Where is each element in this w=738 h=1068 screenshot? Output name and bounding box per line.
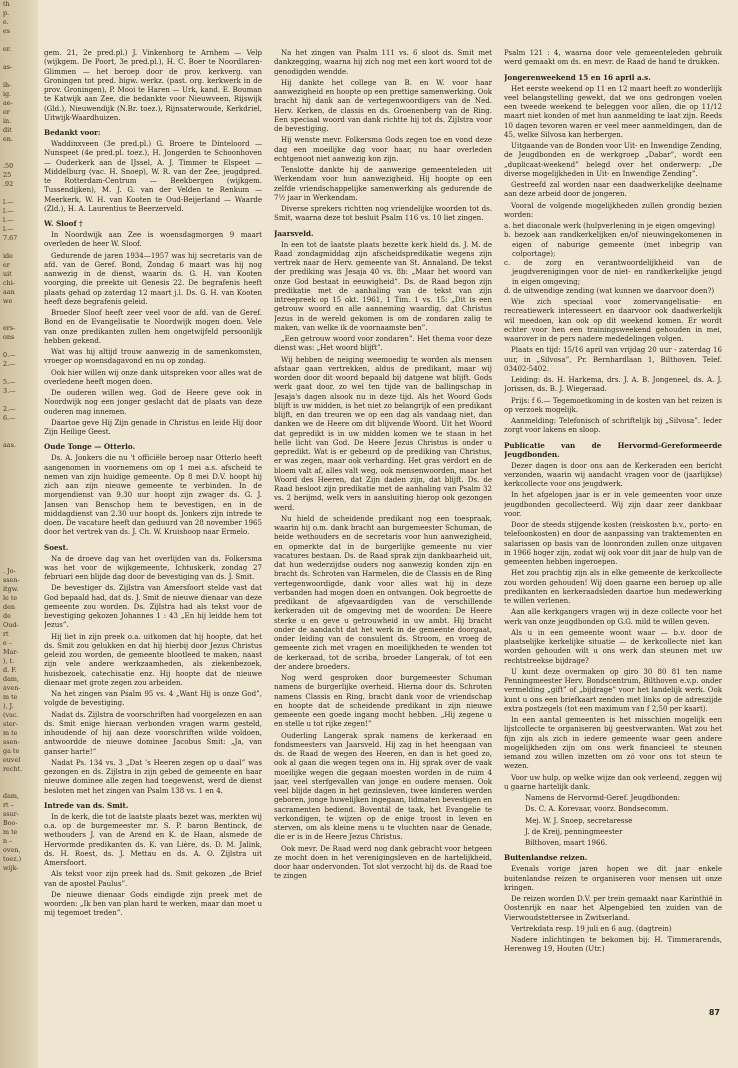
gutter-fragment	[0, 144, 38, 153]
gutter-fragment	[0, 36, 38, 45]
section-heading: Publicatie van de Hervormd-Gereformeerde Jeugdbonden.	[504, 440, 722, 459]
gutter-fragment: . Jo-	[3, 567, 16, 575]
section-body	[504, 84, 722, 220]
gutter-fragment: ons	[3, 333, 15, 341]
gutter-fragment	[0, 315, 38, 324]
gutter-fragment: ssur-	[3, 810, 19, 818]
paragraph: Vooral de volgende mogelijkheden zullen grondig bezien worden:	[504, 200, 722, 219]
gutter-fragment: 6.—	[3, 414, 16, 422]
paragraph: gem. 21, 2e pred.pl.) J. Vinkenborg te Arnhem — Velp (wijkgem. De Poort, 3e pred.pl.), H. C. Boer te Noordlaren-Glimmen — het beroep door de prov. kerkverg. van Groningen tot pred. bigw. werkz. (past. org. kerkwerk in de prov. Groningen), P. Mooi te Haren — Urk, kand. E. Bouman te Katwijk aan Zee, die bedankte voor Nieuwveen, Rijswijk (Gld.), Nieuwendijk (N.Br. toez.), Rijnsaterwoude, Kerkdriel, Uitwijk-Waardhuizen.	[44, 48, 262, 122]
paragraph: Nadat ds. Zijlstra de voorschriften had voorgelezen en aan ds. Smit enige hieraan verbonden vragen warm gesteld, inhoudende of hij aan deze voorschriften wilde voldoen, antwoordde de nieuwe dominee Jacobus Smit: „Ja, van ganser harte!”	[44, 709, 262, 756]
gutter-fragment: wijk-	[3, 864, 19, 872]
gutter-fragment: Oud-	[3, 621, 19, 629]
gutter-fragment	[0, 396, 38, 405]
gutter-fragment	[0, 477, 38, 486]
gutter-fragment	[0, 486, 38, 495]
paragraph: De nieuwe dienaar Gods eindigde zijn preek met de woorden: „Ik ben van plan hard te werken, maar dan moet u mij tegemoet treden”.	[44, 889, 262, 918]
paragraph: Wie zich speciaal voor zomervangelisatie- en recreatiewerk interesseert en daarvoor ook daadwerkelijk wil meedoen, kan ook op dit weekend komen. Er wordt echter voor hen een trainingsweekend gehouden in mei, waarover in de pers nadere mededelingen volgen.	[504, 297, 722, 343]
gutter-fragment: er	[3, 261, 10, 269]
paragraph: U kunt deze overmaken op giro 30 80 81 ten name Penningmeester Herv. Bondscentrum, Bilthoven e.v.p. onder vermelding „gift” of „bijdrage” voor het landelijk werk. Ook kunt u ons een briefkaart zenden met links op de adreszijde extra postzegels (tot een maximum van f 2,50 per kaart).	[504, 666, 722, 713]
paragraph: Ds. A. Jonkers die nu 't officiële beroep naar Otterlo heeft aangenomen in voornemens om op 1 mei a.s. afscheid te nemen van zijn huidige gemeente. Op 8 mei D.V. hoopt hij zich aan zijn nieuwe gemeente te verbinden. In de morgendienst van 9.30 uur hoopt zijn zwager ds. G. J. Jansen van Benschop hem te bevestigen, en in de middagdienst van 2.30 uur hoopt ds. Jonkers zijn intrede te doen. De vacature heeft dan geduurd van 28 november 1965 door het vertrek van ds. J. Ch. W. Kruishoop naar Ermelo.	[44, 453, 262, 537]
gutter-fragment	[0, 450, 38, 459]
section-heading: Oude Tonge — Otterlo.	[44, 442, 136, 452]
gutter-fragment: ae-	[3, 99, 13, 107]
paragraph: Plaats en tijd: 15/16 april van vrijdag 20 uur - zaterdag 16 uur, in „Silvosa”, Pr. Bernhardlaan 1, Bilthoven. Telef. 03402-5402.	[504, 345, 722, 373]
gutter-fragment: er.	[3, 45, 12, 53]
gutter-fragment: ssen-	[3, 576, 20, 584]
gutter-fragment: Mar-	[3, 648, 19, 656]
gutter-fragment: ide	[3, 252, 13, 260]
section-body	[44, 230, 262, 436]
gutter-fragment: aan	[3, 288, 15, 296]
list-item: c. de zorg en verantwoordelijkheid van de jeugdverenigingen voor de niet- en randkerkelijke jeugd in eigen omgeving;	[504, 258, 722, 286]
gutter-fragment: l.—	[3, 198, 14, 206]
gutter-fragment: ssen-	[3, 738, 20, 746]
gutter-fragment	[0, 504, 38, 513]
gutter-fragment: 0.—	[3, 351, 16, 359]
gutter-fragment: itgw.	[3, 585, 19, 593]
paragraph: Ds. C. A. Korevaar, voorz. Bondsecomm.	[525, 804, 669, 814]
paragraph: Hij liet in zijn preek o.a. uitkomen dat hij hoopte, dat het ds. Smit zou gelukken en dat hij hierbij door Jezus Christus geleid zou worden, de gemeente blootleed te maken, naast zijn vele andere werkzaamheden, als ziekenbezoek, huisbezoek, catechisatie enz. Hij hoopte dat de nieuwe dienaar met grote zegen zou arbeiden.	[44, 631, 262, 687]
gutter-fragment: oven,	[3, 846, 21, 854]
gutter-fragment: ga te	[3, 747, 20, 755]
paragraph: Diverse sprekers richtten nog vriendelijke woorden tot ds. Smit, waarna deze tot besluit Psalm 116 vs. 10 liet zingen.	[274, 204, 492, 223]
section-heading: Buitenlandse reizen.	[504, 853, 588, 863]
gutter-fragment	[0, 189, 38, 198]
magazine-page	[44, 48, 724, 1048]
gutter-fragment	[0, 306, 38, 315]
section-body	[504, 461, 722, 792]
gutter-fragment	[0, 549, 38, 558]
gutter-fragment: n –	[3, 837, 13, 845]
paragraph: Nadere inlichtingen te bekomen bij: H. Timmerarends, Herenweg 19, Houten (Utr.)	[504, 935, 722, 954]
gutter-fragment: euvel	[3, 756, 21, 764]
gutter-fragment: in.	[3, 117, 12, 125]
gutter-fragment: th	[3, 0, 10, 8]
gutter-fragment: uit	[3, 270, 12, 278]
section-heading: Jaarsveld.	[274, 228, 314, 238]
section-heading: Intrede van ds. Smit.	[44, 800, 129, 810]
page-number: 87	[708, 1008, 720, 1017]
gutter-fragment	[0, 495, 38, 504]
gutter-fragment: .92	[3, 180, 14, 188]
gutter-fragment: 2.—	[3, 405, 16, 413]
gutter-fragment: dam,	[3, 675, 19, 683]
column-2	[274, 48, 492, 1048]
gutter-fragment: de	[3, 612, 11, 620]
paragraph: Als u in een gemeente woont waar — b.v. door de plaatselijke kerkelijke situatie — de kerkcollecte niet kan worden gehouden wilt u ons werk dan steunen met uw rechtstreekse bijdrage?	[504, 627, 722, 665]
paragraph: Wat was hij altijd trouw aanwezig in de samenkomsten, vroeger op woensdagavond en nu op zondag.	[44, 347, 262, 366]
paragraph: Namens de Hervormd-Geref. Jeugdbonden:	[525, 793, 681, 802]
paragraph: In de kerk, die tot de laatste plaats bezet was, merkten wij o.a. op de burgemeester mr. S. P. baron Bentinck, de wethouders J. van de Arend en K. de Haan, alsmede de Hervormde predikanten ds. K. van Lière, ds. D. M. Jalink, ds. H. Roest, ds. J. Mettau en ds. A. O. Zijlstra uit Amersfoort.	[44, 811, 262, 867]
section-body	[274, 240, 492, 881]
paragraph: Bilthoven, maart 1966.	[525, 838, 608, 847]
section-heading: Soest.	[44, 542, 69, 552]
gutter-fragment: (vac.	[3, 711, 19, 719]
gutter-fragment: den	[3, 603, 15, 611]
gutter-fragment: 3.—	[3, 387, 16, 395]
gutter-fragment: rt –	[3, 801, 14, 809]
gutter-fragment: as-	[3, 63, 13, 71]
paragraph: Prijs: f 6.— Tegemoetkoming in de kosten van het reizen is op verzoek mogelijk.	[504, 395, 722, 414]
gutter-fragment: toez.)	[3, 855, 22, 863]
gutter-fragment: rt	[3, 630, 9, 638]
gutter-fragment: dam,	[3, 792, 19, 800]
gutter-fragment: aas.	[3, 441, 16, 449]
gutter-fragment	[0, 243, 38, 252]
list-item: a. het diaconale werk (hulpverlening in je eigen omgeving)	[504, 221, 715, 230]
paragraph: Psalm 121 : 4, waarna door vele gemeenteleden gebruik werd gemaakt om ds. en mevr. de Raad de hand te drukken.	[504, 48, 722, 67]
paragraph: Hij dankte het college van B. en W. voor haar aanwezigheid en hoopte op een prettige samenwerking. Ook bracht hij dank aan de vertegenwoordigers van de Ned. Herv. Kerken, de classis en ds. Groenenberg van de Ring. Een speciaal woord van dank richtte hij tot ds. Zijlstra voor de bevestiging.	[274, 77, 492, 133]
section-body	[274, 48, 492, 223]
gutter-fragment: ster-	[3, 720, 18, 728]
paragraph: Waddinxveen (3e pred.pl.) G. Broere te Dinteloord — Nunspeet (4e pred.pl. toez.), H. Jongerden te Schoonhoven — Ouderkerk aan de IJssel, A. J. Timmer te Elspeet — Middelburg (vac. H. Snoep), W. R. van der Zee, jeugdpred. te Rotterdam-Centrum — Beekbergen (wijkgem. Tussendijken), M. J. G. van der Velden te Renkum — Meerkerk, W. H. van Kooten te Oud-Beijerland — Waarde (Zld.), H. A. Laurentius te Beerzerveld.	[44, 139, 262, 213]
paragraph: Nu hield de scheidende predikant nog een toespraak, waarin hij o.m. dank bracht aan burgemeester Schuman, de beide wethouders en de secretaris voor hun aanwezigheid, en opmerkte dat in de burgerlijke gemeente nu vier vacatures bestaan. Ds. de Raad sprak zijn dankbaarheid uit, dat hun wederzijdse ouders nog aanwezig konden zijn en bracht ds. Schroten van Harmelen, die de Classis en de Ring vertegenwoordigde, dank voor alles wat hij in deze verbanden had mogen doen en ontvangen. Ook begroette de predikant de afgevaardigden van de verschillende kerkeraden uit de omgeving met de woorden: De Heere sterke u en geve u getrouwheid in uw ambt. Hij bracht onder de aandacht dat het werk in de gemeente doorgaat, onder leiding van de consulent ds. Stroom, en vroeg de gemeente zich met vragen en moeilijkheden te wenden tot de kerkeraad, tot de scriba, broeder Langerak, of tot een der andere broeders.	[274, 513, 492, 671]
gutter-fragment	[0, 540, 38, 549]
gutter-fragment: m te	[3, 828, 18, 836]
gutter-fragment: e.	[3, 18, 9, 26]
gutter-fragment: p.	[3, 9, 10, 17]
gutter-fragment: e –	[3, 639, 13, 647]
paragraph: Broeder Sloof heeft zeer veel voor de afd. van de Geref. Bond en de Evangelisatie te Noordwijk mogen doen. Vele van onze predikanten zullen hem ongetwijfeld persoonlijk hebben gekend.	[44, 308, 262, 345]
paragraph: Als tekst voor zijn preek had ds. Smit gekozen „de Brief van de apostel Paulus”.	[44, 869, 262, 888]
paragraph: Wij hebben de neiging weemoedig te worden als mensen afstaar gaan vertrekken, aldus de predikant, maar wij worden door dit woord bepaald bij datgene wat blijft. Gods werk gaat door, zo wel ten tijde van de ballingschap in Jesaja's dagen alsook nu in deze tijd. Als het Woord Gods blijft is uw midden, is het niet zo belangrijk of een predikant blijft, en dan treuren we op een dag als vandaag niet, dan danken we de Heere om dit blijvende Woord. Uit het Woord dat gepredikt is in uw midden komen we te staan in het helle licht van God. De Heere Jezus Christus is onder u gepredikt. Wat is er gebeurd op de prediking van Christus, er was zegen, maar ook verharding. Het gras verdort en de bloem valt af, alles valt weg, ook mensenwoorden, maar het Woord des Heeren, dat Zijn daden zijn, dat blijft. Ds. de Raad besloot zijn predikatie met de aanhaling van Psalm 32 vs. 2 berijmd, welk vers in aansluiting hierop ook gezongen werd.	[274, 354, 492, 512]
paragraph: In een tot de laatste plaats bezette kerk hield ds. J. M. de Raad zondagmiddag zijn afscheidspredikatie wegens zijn vertrek naar de Herv. gemeente van St. Annaland. De tekst der prediking was Jesaja 40 vs. 8b: „Maar het woord van onze God bestaat in eeuwigheid”. Ds. de Raad begon zijn predikatie met de aanhaling van de tekst van zijn intreepreek op 15 okt. 1961, 1 Tim. 1 vs. 15: „Dit is een getrouw woord en alle aanneming waardig, dat Christus Jezus in de wereld gekomen is om de zondaren zalig te maken, van welke ik de voornaamste ben”.	[274, 239, 492, 332]
paragraph: Na de droeve dag van het overlijden van ds. Folkersma was het voor de wijkgemeente, Ichtuskerk, zondag 27 februari een blijde dag door de bevestiging van ds. J. Smit.	[44, 553, 262, 581]
paragraph: Na het zingen van Psalm 95 vs. 4 „Want Hij is onze God”, volgde de bevestiging.	[44, 689, 262, 708]
gutter-fragment: l.—	[3, 216, 14, 224]
column-1	[44, 48, 262, 1048]
gutter-fragment: er	[3, 108, 10, 116]
section-body	[44, 554, 262, 795]
gutter-fragment: 7.67	[3, 234, 18, 242]
paragraph: Het eerste weekend op 11 en 12 maart heeft zo wonderlijk veel belangstelling gewekt, dat we ons gedrongen voelen een tweede weekend te beleggen voor allen, die op 11/12 maart niet konden of met hun aanmelding te laat zijn. Reeds 10 dagen tevoren waren er veel meer aanmeldingen, dan de 45, welke Silvosa kan herbergen.	[504, 83, 722, 139]
gutter-fragment: ih-	[3, 81, 12, 89]
paragraph: Evenals vorige jaren hopen we dit jaar enkele buitenlandse reizen te organiseren voor mensen uit onze kringen.	[504, 864, 722, 892]
paragraph: Tenslotte dankte hij de aanwezige gemeenteleden uit Werkendam voor hun aanwezigheid. Hij hoopte op een zelfde vriendschappelijke samenwerking als gedurende de 7½ jaar in Werkendam.	[274, 165, 492, 202]
gutter-fragment: l.—	[3, 225, 14, 233]
gutter-fragment: m te	[3, 729, 18, 737]
gutter-fragment	[0, 459, 38, 468]
gutter-fragment: 5.—	[3, 378, 16, 386]
section-heading: Bedankt voor:	[44, 128, 101, 137]
paragraph: Na het zingen van Psalm 111 vs. 6 sloot ds. Smit met dankzegging, waarna hij zich nog met een kort woord tot de genodigden wendde.	[274, 48, 492, 76]
gutter-fragment: es	[3, 27, 11, 35]
topic-list	[504, 221, 722, 295]
paragraph: In het afgelopen jaar is er in vele gemeenten voor onze jeugdbonden gecollecteerd. Wij zijn daar zeer dankbaar voor.	[504, 490, 722, 518]
gutter-fragment: en.	[3, 135, 13, 143]
paragraph: Daartoe geve Hij Zijn genade in Christus en leide Hij door Zijn Heilige Geest.	[44, 417, 262, 436]
paragraph: Nog werd gesproken door burgemeester Schuman namens de burgerlijke overheid. Hierna door ds. Schroten namens Classis en Ring, bracht dank voor de vriendschap en hoopte dat de scheidende predikant in zijn nieuwe gemeente een goede ingang mocht hebben. „Hij zegene u en stelle u tot rijke zegen!”	[274, 673, 492, 729]
column-3	[504, 48, 722, 1048]
gutter-fragment	[0, 369, 38, 378]
gutter-fragment: l.—	[3, 207, 14, 215]
gutter-fragment: ers-	[3, 324, 16, 332]
section-body	[504, 297, 722, 435]
paragraph: De reizen worden D.V. per trein gemaakt naar Karinthië in Oostenrijk en naar het Alpengebied ten zuiden van de Vierwoudstettersee in Zwitserland.	[504, 894, 722, 922]
gutter-fragment	[0, 468, 38, 477]
gutter-fragment	[0, 513, 38, 522]
section-heading: Jongerenweekend 15 en 16 april a.s.	[504, 72, 651, 82]
paragraph: De bevestiger ds. Zijlstra van Amersfoort stelde vast dat God bepaald had, dat ds. J. Smit de nieuwe dienaar van deze gemeente zou worden. Ds. Zijlstra had als tekst voor de bevestiging gekozen Johannes 1 : 43 „En hij leidde hem tot Jezus”.	[44, 583, 262, 630]
paragraph: Ouderling Langerak sprak namens de kerkeraad en fondsmeesters van Jaarsveld. Hij zag in het heengaan van ds. de Raad de wegen des Heeren, en dan is het goed zo, ook al gaan die wegen tegen ons in. Hij sprak over de vaak moeilijke wegen die gegaan moesten worden in de ruim 4 jaar, veel sterfgevallen van jonge en oudere mensen. Ook veel blijde dagen in het gezinsleven, twee kinderen werden geboren, jonge huwelijken ingegaan, lidmaten bevestigen en sacramenten bediend. Boventál de taak, het Evangelie te verkondigen, te wijzen op de enige troost in leven en sterven, om als kleine mens u te vluchten naar de Genade, die er is in de Heere Jezus Christus.	[274, 730, 492, 842]
paragraph: Ook hier willen wij onze dank uitspreken voor alles wat de overledene heeft mogen doen.	[44, 367, 262, 386]
section-body	[504, 864, 722, 953]
paragraph: Leiding: ds. H. Harkema, drs. J. A. B. Jongeneel, ds. A. J. Jorissen, ds. B. J. Wiegeraad.	[504, 375, 722, 394]
paragraph: Gestreefd zal worden naar een daadwerkelijke deelname aan deze arbeid door de jongeren.	[504, 180, 722, 199]
gutter-fragment	[0, 432, 38, 441]
gutter-fragment: chi-	[3, 279, 15, 287]
paragraph: „Een getrouw woord voor zondaren”. Het thema voor deze dienst was: „Het woord blijft”.	[274, 334, 492, 353]
paragraph: Aan alle kerkgangers vragen wij in deze collecte voor het werk van onze jeugdbonden op G.G. mild te willen geven.	[504, 607, 722, 626]
paragraph: Vertrekdata resp. 19 juli en 6 aug. (dagtrein)	[511, 923, 672, 933]
paragraph: Aanmelding: Telefonisch of schriftelijk bij „Silvosa”. Ieder zorgt voor lakens en sloop.	[504, 416, 722, 435]
paragraph: Gedurende de jaren 1934—1957 was hij secretaris van de afd. van de Geref. Bond, Zondag 6 maart was hij nog aanwezig in de dienst, waarin ds. G. H. van Kooten voorging, die preekte uit Genesis 22. De begrafenis heeft plaats gehad op zaterdag 12 maart j.l. Ds. G. H. van Kooten heeft deze begrafenis geleid.	[44, 250, 262, 306]
gutter-fragment: we	[3, 297, 13, 305]
paragraph: Voor uw hulp, op welke wijze dan ook verleend, zeggen wij u gaarne hartelijk dank.	[504, 772, 722, 791]
paragraph: De ouderen willen weg. God de Heere geve ook in Noordwijk nog een jonger geslacht dat de plaats van deze ouderen mag innemen.	[44, 388, 262, 416]
gutter-fragment	[0, 54, 38, 63]
gutter-fragment: ig.	[3, 90, 12, 98]
gutter-fragment: Boo-	[3, 819, 18, 827]
section-body	[44, 812, 262, 918]
gutter-fragment: ), t.	[3, 657, 15, 665]
gutter-fragment: .50	[3, 162, 14, 170]
paragraph: Door de steeds stijgende kosten (reiskosten b.v., porto- en telefoonkosten) en door de aanpassing van traktementen en salarissen op basis van de loonronden zullen onze uitgaven in 1966 hoger zijn, zodat wij ook voor dit jaar de hulp van de gemeenten hebben ingeroepen.	[504, 520, 722, 566]
gutter-fragment: dit	[3, 126, 12, 134]
gutter-fragment	[0, 522, 38, 531]
paragraph: Ook mevr. De Raad werd nog dank gebracht voor hetgeen ze mocht doen in het verenigingsleven en de hartelijkheid, door haar ondervonden. Tot slot verzocht hij ds. de Raad toe te zingen	[274, 843, 492, 881]
paragraph: J. de Kreij, penningmeester	[525, 826, 623, 836]
gutter-fragment	[0, 774, 38, 783]
adjacent-page-edge	[0, 0, 38, 1068]
paragraph: Nadat Ps. 134 vs. 3 „Dat 's Heeren zegen op u daal” was gezongen en ds. Zijlstra in zijn gebed de gemeente en haar nieuwe dominee alle zegen had toegewenst, werd de dienst besloten met het zingen van Psalm 138 vs. 1 en 4.	[44, 757, 262, 795]
gutter-fragment: ), J.	[3, 702, 14, 710]
gutter-fragment: 25	[3, 171, 12, 179]
list-item: b. bezoek aan randkerkelijken en/of nieuwingekomenen in eigen of naburige gemeente (met inbegrip van colportage);	[504, 230, 722, 258]
paragraph: Mej. W. J. Snoep, secretaresse	[525, 815, 633, 825]
gutter-fragment	[0, 558, 38, 567]
gutter-fragment: m te	[3, 693, 18, 701]
paragraph: In Noordwijk aan Zee is woensdagmorgen 9 maart overleden de heer W. Sloof.	[44, 230, 262, 249]
gutter-fragment	[0, 72, 38, 81]
section-body	[44, 453, 262, 536]
list-item: d. de uitwendige zending (wat kunnen we daarvoor doen?)	[504, 285, 715, 295]
gutter-fragment	[0, 153, 38, 162]
gutter-fragment: le te	[3, 594, 18, 602]
gutter-fragment	[0, 783, 38, 792]
paragraph: Hij wenste mevr. Folkersma Gods zegen toe en vond deze dag een moeilijke dag voor haar, nu haar overleden echtgenoot niet aanwezig kon zijn.	[274, 135, 492, 163]
gutter-fragment: 2.—	[3, 360, 16, 368]
gutter-fragment: aven-	[3, 684, 21, 692]
gutter-fragment: d. F.	[3, 666, 17, 674]
paragraph: Uitgaande van de Bonden voor Uit- en Inwendige Zending, de Jeugdbonden en de werkgroep „Dabar”, wordt een „duplicaat-weekend” belegd over het onderwerp: „De diverse mogelijkheden in Uit- en Inwendige Zending”.	[504, 141, 722, 178]
paragraph: Dezer dagen is door ons aan de Kerkeraden een bericht verzonden, waarin wij aandacht vragen voor de (jaarlijkse) kerkcollecte voor ons jeugdwerk.	[504, 460, 722, 488]
gutter-fragment	[0, 342, 38, 351]
gutter-fragment	[0, 531, 38, 540]
section-heading: W. Sloof †	[44, 219, 83, 228]
signature-block	[504, 793, 722, 847]
gutter-fragment: recht.	[3, 765, 23, 773]
paragraph: In een aantal gemeenten is het misschien mogelijk een lijstcollecte te organiseren bij geestverwanten. Wat zou het fijn zijn als zich in iedere gemeente waar geen andere mogelijkheden zijn om ons werk financieel te steunen iemand zou willen inzetten om zó voor ons tot steun te wezen.	[504, 715, 722, 771]
gutter-fragment	[0, 423, 38, 432]
paragraph: Het zou prachtig zijn als in elke gemeente de kerkcollecte zou worden gehouden! Wij doen gaarne een beroep op alle predikanten en kerkeraadsleden daartoe hun medewerking te willen verlenen.	[504, 568, 722, 605]
